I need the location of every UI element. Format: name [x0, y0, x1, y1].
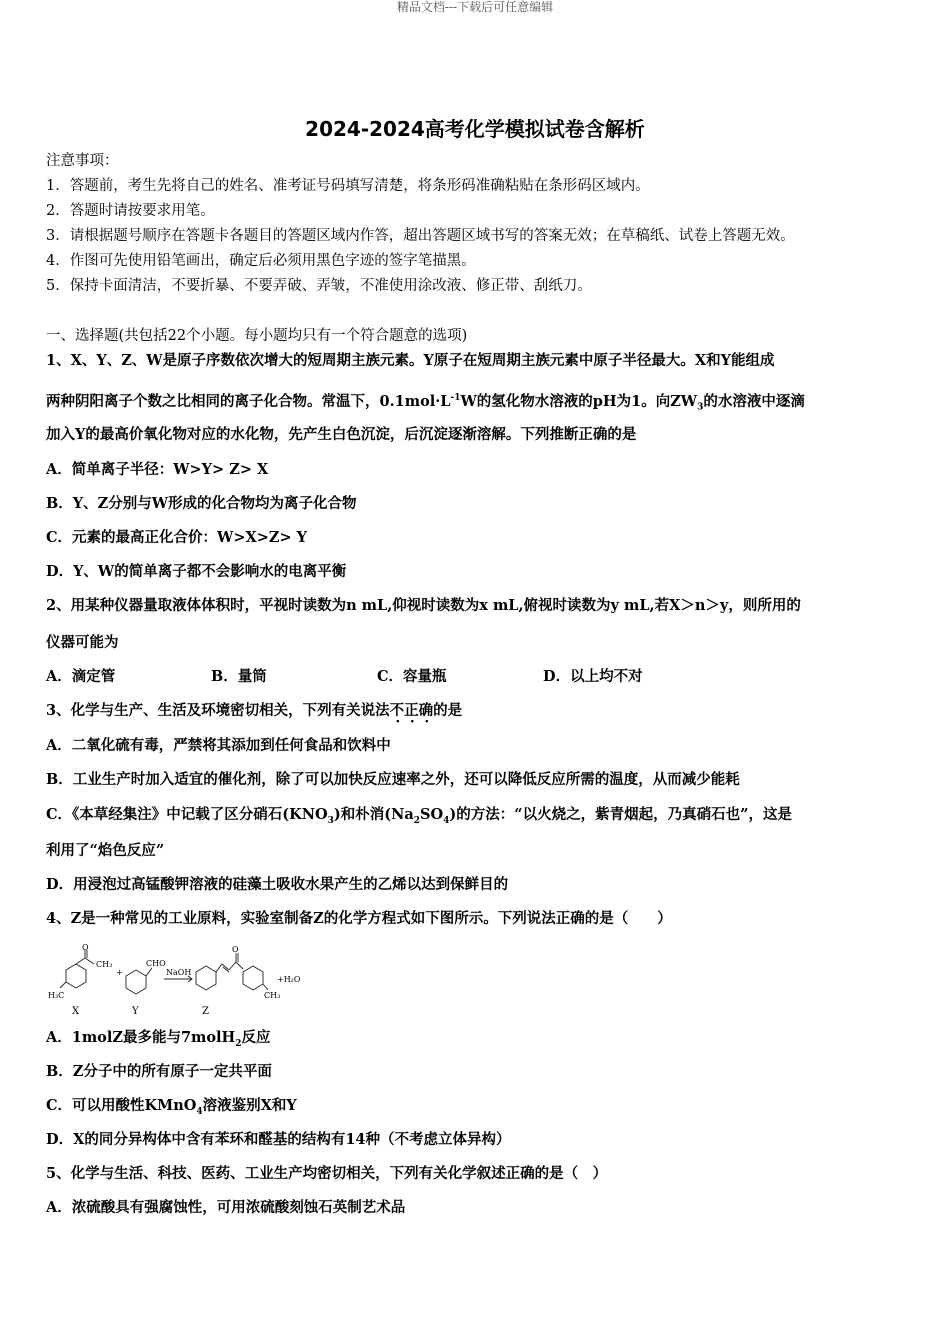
q4-stem: 4、Z是一种常见的工业原料，实验室制备Z的化学方程式如下图所示。下列说法正确的是（ ）: [46, 910, 672, 927]
notice-heading: 注意事项：: [46, 153, 119, 169]
q1-stem-line3: 加入Y的最高价氧化物对应的水化物，先产生白色沉淀，后沉淀逐渐溶解。下列推断正确的是: [46, 426, 637, 443]
q2-stem-line2: 仪器可能为: [46, 634, 119, 651]
x-oxygen: O: [82, 943, 89, 952]
label-x: X: [72, 1006, 80, 1017]
z-ch3: CH₃: [264, 991, 281, 1000]
y-cho: CHO: [146, 959, 166, 968]
q4-option-d: D．X的同分异构体中含有苯环和醛基的结构有14种（不考虑立体异构）: [46, 1131, 511, 1148]
q2-option-c: C．容量瓶: [377, 668, 447, 685]
label-y: Y: [132, 1006, 139, 1017]
page-title: 2024-2024高考化学模拟试卷含解析: [305, 117, 645, 141]
q3-option-c-line2: 利用了“焰色反应”: [46, 842, 165, 859]
q2-stem-line1: 2、用某种仪器量取液体体积时，平视时读数为n mL,仰视时读数为x mL,俯视时读数为y mL,若X＞n＞y，则所用的: [46, 597, 801, 614]
q4-option-a: A．1molZ最多能与7molH$_2$反应: [46, 1029, 271, 1049]
reaction-scheme: [46, 942, 301, 1020]
q1-option-a: A．简单离子半径：W>Y> Z> X: [46, 461, 269, 478]
q3-option-b: B．工业生产时加入适宜的催化剂，除了可以加快反应速率之外，还可以降低反应所需的温度，从而减少能耗: [46, 771, 740, 788]
q1-option-d: D．Y、W的简单离子都不会影响水的电离平衡: [46, 563, 347, 580]
x-ch3: CH₃: [96, 960, 113, 969]
plus-sign: +: [116, 968, 123, 977]
notice-item: 1．答题前，考生先将自己的姓名、准考证号码填写清楚，将条形码准确粘贴在条形码区域内。: [46, 178, 650, 194]
notice-item: 3．请根据题号顺序在答题卡各题目的答题区域内作答，超出答题区域书写的答案无效；在草稿纸、试卷上答题无效。: [46, 228, 795, 244]
q1-option-b: B．Y、Z分别与W形成的化合物均为离子化合物: [46, 495, 357, 512]
q2-option-b: B．量筒: [211, 668, 267, 685]
q3-option-a: A．二氧化硫有毒，严禁将其添加到任何食品和饮料中: [46, 737, 391, 754]
q5-stem: 5、化学与生活、科技、医药、工业生产均密切相关，下列有关化学叙述正确的是（ ）: [46, 1165, 608, 1182]
q2-option-a: A．滴定管: [46, 668, 116, 685]
x-h3c: H₃C: [48, 991, 65, 1000]
q5-option-a: A．浓硫酸具有强腐蚀性，可用浓硫酸刻蚀石英制艺术品: [46, 1199, 406, 1216]
q3-option-c-line1: C．《本草经集注》中记载了区分硝石$(KNO_3)$和朴消$(Na_2SO_4)$的方法：“以火烧之，紫青烟起，乃真硝石也”，这是: [46, 806, 792, 826]
q2-option-d: D．以上均不对: [543, 668, 643, 685]
notice-item: 5．保持卡面清洁，不要折暴、不要弄破、弄皱，不准使用涂改液、修正带、刮纸刀。: [46, 278, 592, 294]
byproduct-water: +H₂O: [277, 975, 301, 984]
label-z: Z: [202, 1006, 209, 1017]
section-heading: 一、选择题(共包括22个小题。每小题均只有一个符合题意的选项): [46, 328, 468, 344]
q3-stem: 3、化学与生产、生活及环境密切相关，下列有关说法不正确的是: [46, 702, 463, 719]
q4-option-c: C．可以用酸性KMnO$_4$溶液鉴别X和Y: [46, 1097, 297, 1117]
q1-option-c: C．元素的最高正化合价：W>X>Z> Y: [46, 529, 308, 546]
q3-option-d: D．用浸泡过高锰酸钾溶液的硅藻土吸收水果产生的乙烯以达到保鲜目的: [46, 876, 509, 893]
notice-item: 4．作图可先使用铅笔画出，确定后必须用黑色字迹的签字笔描黑。: [46, 253, 476, 269]
q4-option-b: B．Z分子中的所有原子一定共平面: [46, 1063, 272, 1080]
q1-stem-line2: 两种阴阳离子个数之比相同的离子化合物。常温下，$0.1mol\cdot L^{-1}W$的氢化物水溶液的pH为1。向$ZW_3$的水溶液中逐滴: [46, 392, 805, 413]
z-oxygen: O: [232, 945, 239, 954]
notice-item: 2．答题时请按要求用笔。: [46, 203, 215, 219]
q1-stem-line1: 1、X、Y、Z、W是原子序数依次增大的短周期主族元素。Y原子在短周期主族元素中原子半径最大。X和Y能组成: [46, 352, 775, 369]
page-header: 精品文档---下载后可任意编辑: [396, 0, 554, 14]
reagent-naoh: NaOH: [166, 968, 192, 977]
